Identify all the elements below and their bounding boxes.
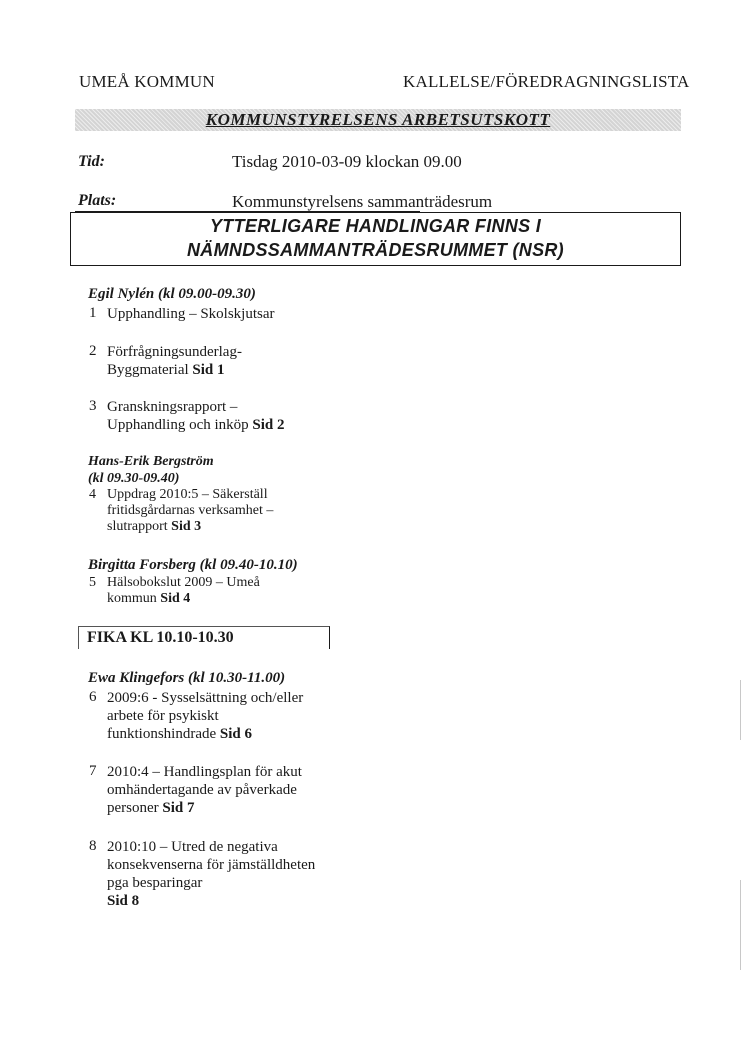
- notice-line-2: NÄMNDSSAMMANTRÄDESRUMMET (NSR): [187, 240, 564, 260]
- item-text: Uppdrag 2010:5 – Säkerställ fritidsgårdarnas verksamhet – slutrapport: [107, 487, 274, 534]
- page-reference: Sid 7: [162, 800, 195, 816]
- document-type: KALLELSE/FÖREDRAGNINGSLISTA: [403, 72, 690, 91]
- item-text: Hälsobokslut 2009 – Umeå kommun: [107, 575, 260, 606]
- item-number: 2: [89, 343, 97, 359]
- item-number: 5: [89, 575, 96, 590]
- presenter-heading: Egil Nylén (kl 09.00-09.30): [88, 286, 256, 302]
- time-value: Tisdag 2010-03-09 klockan 09.00: [232, 152, 462, 171]
- agenda-item: [107, 838, 337, 910]
- coffee-break-box: [78, 626, 330, 649]
- agenda-item: [107, 343, 287, 379]
- page-reference: Sid 6: [219, 726, 253, 742]
- notice-box: [70, 212, 681, 266]
- item-text: 2010:10 – Utred de negativa konsekvenserna för jämställdheten pga besparingar: [107, 839, 316, 891]
- committee-banner: [75, 109, 681, 131]
- item-text: Förfrågningsunderlag- Byggmaterial: [107, 344, 242, 378]
- presenter-heading: Ewa Klingefors (kl 10.30-11.00): [88, 670, 286, 686]
- page-reference: Sid 3: [171, 519, 202, 534]
- item-text: 2009:6 - Sysselsättning och/eller arbete för psykiskt funktionshindrade: [107, 690, 304, 742]
- page-reference: Sid 8: [107, 893, 140, 909]
- notice-line-1: YTTERLIGARE HANDLINGAR FINNS I: [210, 216, 541, 236]
- agenda-item: [107, 487, 297, 535]
- item-number: 7: [89, 763, 97, 779]
- item-text: 2010:4 – Handlingsplan för akut omhändertagande av påverkade personer: [107, 764, 302, 816]
- item-number: 4: [89, 487, 96, 502]
- committee-title: KOMMUNSTYRELSENS ARBETSUTSKOTT: [205, 110, 551, 129]
- place-value: Kommunstyrelsens sammanträdesrum: [232, 192, 493, 211]
- page-reference: Sid 1: [192, 362, 225, 378]
- scan-artifact: [740, 880, 741, 970]
- time-label: Tid:: [78, 153, 105, 170]
- item-text: Upphandling – Skolskjutsar: [107, 306, 275, 322]
- page-reference: Sid 2: [252, 417, 285, 433]
- place-label: Plats:: [78, 192, 117, 209]
- item-number: 1: [89, 305, 97, 321]
- presenter-heading: Birgitta Forsberg (kl 09.40-10.10): [88, 557, 298, 573]
- page-reference: Sid 4: [160, 591, 191, 606]
- agenda-item: [107, 305, 337, 323]
- item-number: 8: [89, 838, 97, 854]
- agenda-item: [107, 763, 327, 817]
- item-number: 6: [89, 689, 97, 705]
- presenter-heading: Hans-Erik Bergström: [88, 454, 214, 469]
- presenter-time: (kl 09.30-09.40): [88, 471, 180, 486]
- agenda-item: [107, 398, 317, 434]
- scan-artifact: [740, 680, 741, 740]
- municipality-name: UMEÅ KOMMUN: [79, 72, 215, 91]
- coffee-break-label: FIKA KL 10.10-10.30: [87, 629, 234, 646]
- agenda-item: [107, 575, 287, 607]
- item-text: Granskningsrapport – Upphandling och inköp: [107, 399, 249, 433]
- agenda-item: [107, 689, 327, 743]
- item-number: 3: [89, 398, 97, 414]
